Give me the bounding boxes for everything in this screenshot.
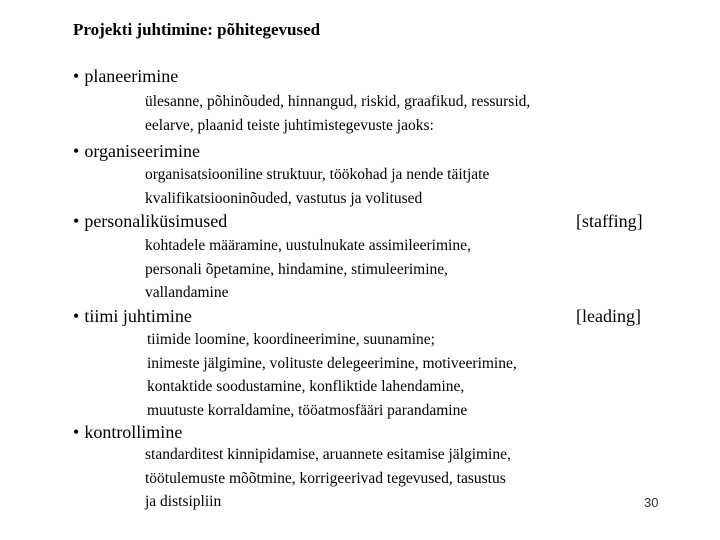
description-line: kontaktide soodustamine, konfliktide lahendamine, (147, 378, 465, 395)
description-personalikusimused (145, 234, 471, 305)
bullet-planeerimine (73, 65, 178, 87)
description-line: muutuste korraldamine, tööatmosfääri parandamine (147, 401, 468, 419)
bullet-label: personaliküsimused (84, 211, 228, 231)
description-line: tiimide loomine, koordineerimine, suunamine; (147, 331, 435, 348)
description-kontrollimine (145, 443, 511, 514)
bullet-organiseerimine (73, 140, 200, 162)
bullet-label: organiseerimine (84, 141, 200, 161)
description-line: inimeste jälgimine, volituste delegeerimine, motiveerimine, (147, 354, 517, 372)
description-tiimi-juhtimine (147, 328, 517, 422)
bullet-dot: • (73, 211, 80, 231)
description-organiseerimine (145, 163, 489, 210)
tag-leading: [leading] (576, 306, 641, 326)
description-line: standarditest kinnipidamise, aruannete esitamise jälgimine, (145, 446, 511, 463)
description-line: kohtadele määramine, uustulnukate assimileerimine, (145, 237, 471, 254)
bullet-tiimi-juhtimine (73, 305, 192, 327)
description-line: ülesanne, põhinõuded, hinnangud, riskid, graafikud, ressursid, (145, 93, 531, 110)
bullet-label: kontrollimine (84, 422, 183, 442)
description-line: kvalifikatsiooninõuded, vastutus ja volitused (145, 189, 423, 207)
bullet-kontrollimine (73, 421, 182, 443)
description-line: eelarve, plaanid teiste juhtimistegevuste jaoks: (145, 116, 434, 134)
page-number: 30 (644, 495, 659, 510)
bullet-label: tiimi juhtimine (84, 306, 192, 326)
description-line: töötulemuste mõõtmine, korrigeerivad tegevused, tasustus (145, 469, 506, 487)
slide-title: Projekti juhtimine: põhitegevused (73, 20, 321, 39)
bullet-dot: • (73, 66, 80, 86)
description-line: organisatsiooniline struktuur, töökohad ja nende täitjate (145, 166, 490, 183)
bullet-personalikusimused (73, 210, 227, 232)
description-line: vallandamine (145, 284, 229, 301)
bullet-label: planeerimine (84, 66, 179, 86)
bullet-dot: • (73, 306, 80, 326)
description-line: ja distsipliin (145, 493, 222, 510)
description-planeerimine (145, 90, 530, 137)
tag-staffing: [staffing] (576, 211, 643, 231)
bullet-dot: • (73, 141, 80, 161)
description-line: personali õpetamine, hindamine, stimuleerimine, (145, 260, 449, 278)
bullet-dot: • (73, 422, 80, 442)
